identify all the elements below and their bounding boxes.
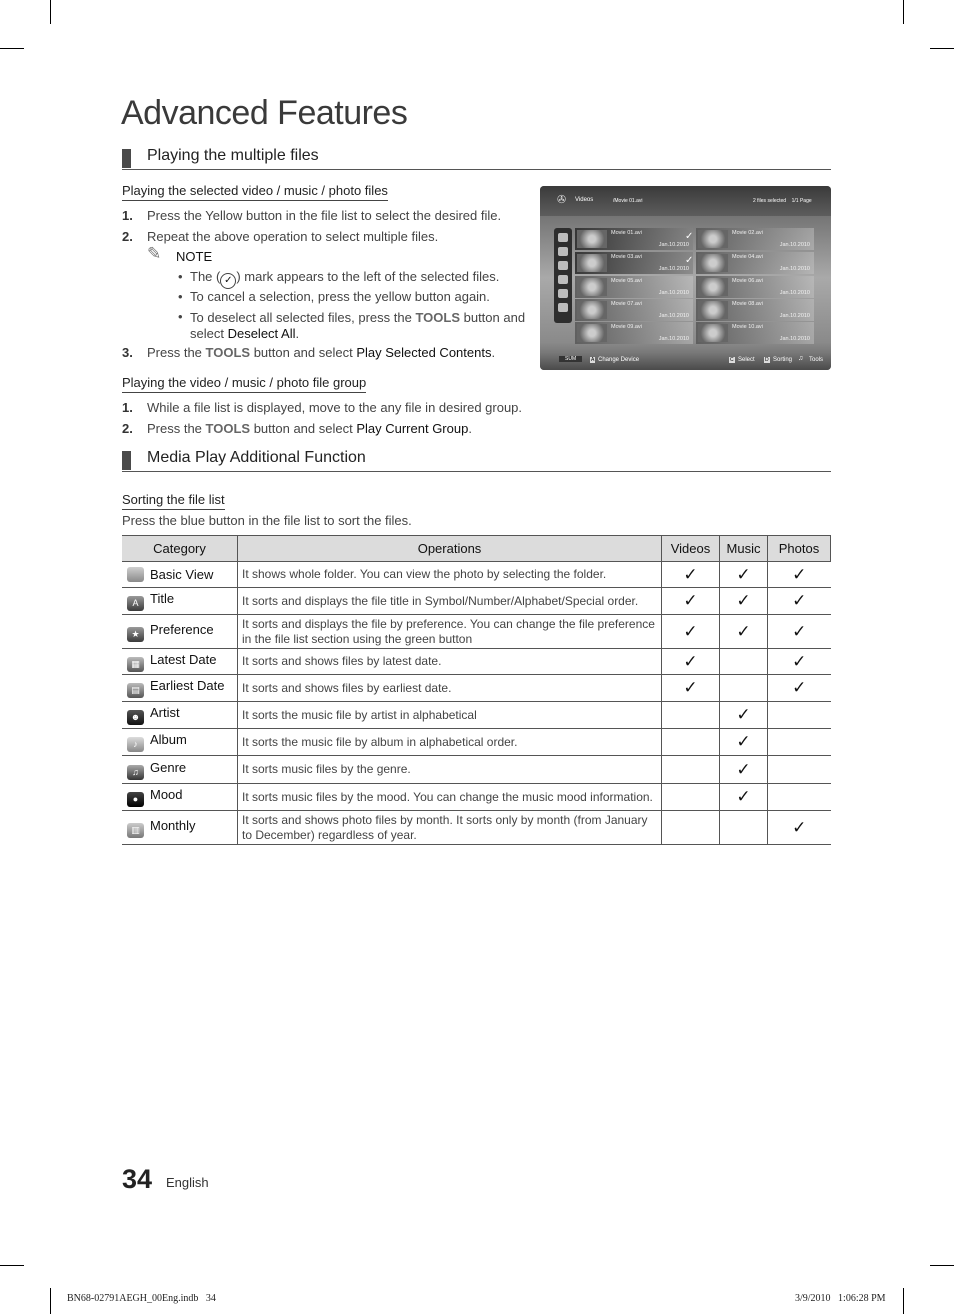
photos-check <box>768 729 831 756</box>
subheading-sorting: Sorting the file list <box>122 492 225 510</box>
title-icon: A <box>127 596 144 611</box>
table-row <box>122 702 831 729</box>
music-check <box>720 675 768 702</box>
bullet: • <box>178 269 183 284</box>
select-label: Select <box>738 357 755 363</box>
step-text: Repeat the above operation to select multiple files. <box>147 229 439 244</box>
screenshot-bottom-bar <box>540 352 831 370</box>
videos-check: ✓ <box>662 615 720 649</box>
category-cell: ● Mood <box>122 784 238 811</box>
tools-label: Tools <box>809 357 824 363</box>
music-check: ✓ <box>720 562 768 588</box>
section-title: Playing the multiple files <box>147 147 319 164</box>
screen-sidebar <box>554 228 572 323</box>
note-item: To deselect all selected files, press the TOOLS button and select Deselect All. <box>190 310 526 341</box>
videos-check <box>662 729 720 756</box>
thumbnail <box>577 324 607 342</box>
sidebar-icon <box>558 261 568 270</box>
table-row <box>122 649 831 675</box>
music-check: ✓ <box>720 756 768 784</box>
a-key: A <box>591 357 595 363</box>
note-pencil-icon: ✎ <box>147 244 162 263</box>
calendar-earliest-icon: ▤ <box>127 683 144 698</box>
print-timestamp: 3/9/2010 1:06:28 PM <box>795 1293 886 1304</box>
thumbnail <box>577 230 607 248</box>
crop-mark <box>903 1288 904 1314</box>
page-number: 34 <box>122 1164 153 1194</box>
table-row <box>122 675 831 702</box>
music-check: ✓ <box>720 784 768 811</box>
genre-icon: ♫ <box>127 765 144 780</box>
crop-mark <box>0 1265 24 1266</box>
c-key: C <box>730 357 734 363</box>
col-photos: Photos <box>768 536 831 562</box>
section-header-media <box>122 449 831 472</box>
file-tile[interactable]: Movie 07.avi Jan.10.2010 <box>575 299 693 321</box>
videos-check <box>662 702 720 729</box>
page-language: English <box>166 1175 209 1190</box>
operations-cell: It sorts music files by the mood. You can change the music mood information. <box>238 784 662 811</box>
subheading-selected-files: Playing the selected video / music / photo files <box>122 183 388 201</box>
subheading-file-group: Playing the video / music / photo file group <box>122 375 366 393</box>
note-item: To cancel a selection, press the yellow button again. <box>190 289 490 304</box>
music-check <box>720 649 768 675</box>
sidebar-icon <box>558 303 568 312</box>
table-header-row <box>122 536 831 562</box>
videos-check <box>662 756 720 784</box>
crop-mark <box>903 0 904 24</box>
crop-mark <box>50 1288 51 1314</box>
sum-key: SUM <box>559 356 582 362</box>
music-check: ✓ <box>720 729 768 756</box>
music-check: ✓ <box>720 588 768 615</box>
screen-app-name: Videos <box>575 197 594 203</box>
step-number: 1. <box>122 208 133 223</box>
step-text: Press the Yellow button in the file list to select the desired file. <box>147 208 502 223</box>
videos-check: ✓ <box>662 562 720 588</box>
file-tile[interactable]: Movie 06.avi Jan.10.2010 <box>696 276 814 298</box>
thumbnail <box>698 254 728 272</box>
sidebar-icon <box>558 247 568 256</box>
check-icon: ✓ <box>220 273 236 289</box>
section-header-multiple <box>122 147 831 170</box>
step-number: 2. <box>122 421 133 436</box>
table-row <box>122 615 831 649</box>
sidebar-icon <box>558 289 568 298</box>
operations-cell: It sorts music files by the genre. <box>238 756 662 784</box>
d-key: D <box>765 357 769 363</box>
monthly-icon: ▥ <box>127 823 144 838</box>
screen-path: /Movie 01.avi <box>613 198 643 204</box>
thumbnail <box>698 301 728 319</box>
music-check <box>720 811 768 845</box>
sorting-description: Press the blue button in the file list to sort the files. <box>122 513 412 528</box>
star-icon: ★ <box>127 627 144 642</box>
step-text: While a file list is displayed, move to the any file in desired group. <box>147 400 523 415</box>
category-cell: ♫ Genre <box>122 756 238 784</box>
table-row <box>122 756 831 784</box>
step-text: Press the TOOLS button and select Play Selected Contents. <box>147 345 496 360</box>
category-cell: ▤ Earliest Date <box>122 675 238 702</box>
table-row <box>122 562 831 588</box>
file-tile[interactable]: ✓ Movie 02.avi Jan.10.2010 <box>696 228 814 250</box>
videos-check: ✓ <box>662 649 720 675</box>
note-label: NOTE <box>176 249 213 264</box>
col-music: Music <box>720 536 768 562</box>
operations-cell: It sorts and displays the file title in Symbol/Number/Alphabet/Special order. <box>238 588 662 615</box>
crop-mark <box>50 0 51 24</box>
print-file-info: BN68-02791AEGH_00Eng.indb 34 <box>67 1293 216 1304</box>
operations-cell: It shows whole folder. You can view the photo by selecting the folder. <box>238 562 662 588</box>
crop-mark <box>930 1265 954 1266</box>
category-cell: Basic View <box>122 562 238 588</box>
file-tile[interactable]: Movie 01.avi Jan.10.2010 <box>575 228 693 250</box>
file-tile[interactable]: Movie 10.avi Jan.10.2010 <box>696 322 814 344</box>
table-row <box>122 588 831 615</box>
sorting-table <box>122 535 831 845</box>
table-row <box>122 729 831 756</box>
photos-check: ✓ <box>768 675 831 702</box>
operations-cell: It sorts and shows files by earliest date. <box>238 675 662 702</box>
photos-check: ✓ <box>768 649 831 675</box>
videos-check <box>662 811 720 845</box>
tools-icon: ♫ <box>798 355 804 362</box>
photos-check: ✓ <box>768 562 831 588</box>
category-cell: ★ Preference <box>122 615 238 649</box>
step-number: 2. <box>122 229 133 244</box>
thumbnail <box>577 301 607 319</box>
sidebar-icon <box>558 275 568 284</box>
screenshot-top-bar <box>540 186 831 216</box>
album-icon: ♪ <box>127 737 144 752</box>
category-cell: ▥ Monthly <box>122 811 238 845</box>
category-cell: ♪ Album <box>122 729 238 756</box>
bullet: • <box>178 289 183 304</box>
videos-icon: ✇ <box>557 194 567 206</box>
operations-cell: It sorts and displays the file by preference. You can change the file preference in the file list section using the green button <box>238 615 662 649</box>
table-row <box>122 811 831 845</box>
file-tile[interactable]: Movie 08.avi Jan.10.2010 <box>696 299 814 321</box>
operations-cell: It sorts and shows photo files by month. It sorts only by month (from January to December) regardless of year. <box>238 811 662 845</box>
music-check: ✓ <box>720 702 768 729</box>
folder-icon <box>127 567 144 582</box>
photos-check <box>768 702 831 729</box>
operations-cell: It sorts and shows files by latest date. <box>238 649 662 675</box>
videos-check: ✓ <box>662 588 720 615</box>
crop-mark <box>930 48 954 49</box>
thumbnail <box>698 230 728 248</box>
operations-cell: It sorts the music file by artist in alphabetical <box>238 702 662 729</box>
artist-icon: ☻ <box>127 710 144 725</box>
thumbnail <box>698 324 728 342</box>
file-tile[interactable]: Movie 05.avi Jan.10.2010 <box>575 276 693 298</box>
operations-cell: It sorts the music file by album in alphabetical order. <box>238 729 662 756</box>
crop-mark <box>0 48 24 49</box>
note-item: The ( ✓ ) mark appears to the left of the selected files. <box>190 269 499 289</box>
calendar-icon: ▦ <box>127 657 144 672</box>
section-bar <box>122 149 131 168</box>
sorting-label: Sorting <box>773 357 793 363</box>
file-tile[interactable]: Movie 09.avi Jan.10.2010 <box>575 322 693 344</box>
col-category: Category <box>122 536 238 562</box>
photos-check: ✓ <box>768 588 831 615</box>
thumbnail <box>577 278 607 296</box>
thumbnail <box>577 254 607 272</box>
step-text: Press the TOOLS button and select Play Current Group. <box>147 421 472 436</box>
page-title: Advanced Features <box>121 94 408 132</box>
photos-check <box>768 756 831 784</box>
photos-check: ✓ <box>768 811 831 845</box>
change-device-label: Change Device <box>598 357 640 363</box>
bullet: • <box>178 309 183 324</box>
thumbnail <box>698 278 728 296</box>
category-cell: ☻ Artist <box>122 702 238 729</box>
screen-status: 2 files selected 1/1 Page <box>753 198 812 204</box>
music-check: ✓ <box>720 615 768 649</box>
section-bar <box>122 451 131 470</box>
photos-check: ✓ <box>768 615 831 649</box>
tv-screenshot <box>540 186 831 370</box>
sidebar-icon <box>558 233 568 242</box>
step-number: 1. <box>122 400 133 415</box>
videos-check <box>662 784 720 811</box>
category-cell: A Title <box>122 588 238 615</box>
table-row <box>122 784 831 811</box>
file-tile[interactable]: Movie 03.avi Jan.10.2010 <box>575 252 693 274</box>
photos-check <box>768 784 831 811</box>
step-number: 3. <box>122 345 133 360</box>
section-title: Media Play Additional Function <box>147 449 366 466</box>
file-tile[interactable]: ✓ Movie 04.avi Jan.10.2010 <box>696 252 814 274</box>
col-videos: Videos <box>662 536 720 562</box>
mood-icon: ● <box>127 792 144 807</box>
col-operations: Operations <box>238 536 662 562</box>
videos-check: ✓ <box>662 675 720 702</box>
category-cell: ▦ Latest Date <box>122 649 238 675</box>
